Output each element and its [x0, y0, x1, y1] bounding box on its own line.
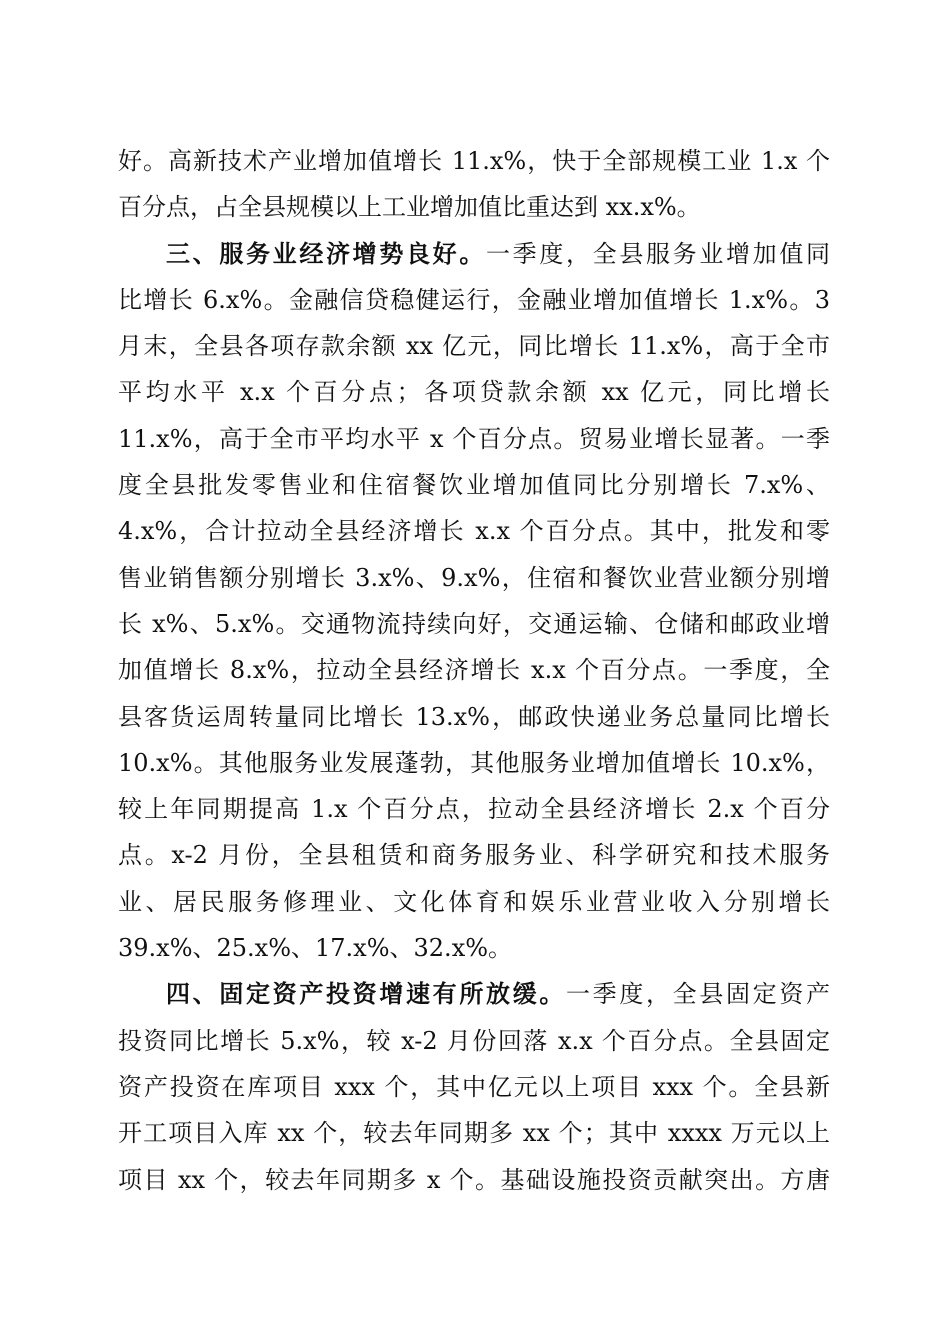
text-line: 10.x%。其他服务业发展蓬勃，其他服务业增加值增长 10.x%， [118, 748, 830, 777]
text-run: 一季度，全县固定资产 [566, 980, 830, 1009]
text-line [118, 231, 830, 277]
text-line: 4.x%，合计拉动全县经济增长 x.x 个百分点。其中，批发和零 [118, 517, 830, 546]
text-line: 度全县批发零售业和住宿餐饮业增加值同比分别增长 7.x%、 [118, 471, 830, 500]
document-page [118, 138, 830, 1203]
text-line: 39.x%、25.x%、17.x%、32.x%。 [118, 934, 513, 963]
text-run: 一季度，全县服务业增加值同 [486, 239, 830, 268]
text-line: 比增长 6.x%。金融信贷稳健运行，金融业增加值增长 1.x%。3 [118, 285, 830, 314]
text-line: 县客货运周转量同比增长 13.x%，邮政快递业务总量同比增长 [118, 702, 830, 731]
text-line: 开工项目入库 xx 个，较去年同期多 xx 个；其中 xxxx 万元以上 [118, 1119, 830, 1148]
text-line: 加值增长 8.x%，拉动全县经济增长 x.x 个百分点。一季度，全 [118, 656, 830, 685]
section-heading-investment: 四、固定资产投资增速有所放缓。 [166, 980, 566, 1009]
text-line: 百分点，占全县规模以上工业增加值比重达到 xx.x%。 [118, 193, 701, 222]
text-line: 点。x-2 月份，全县租赁和商务服务业、科学研究和技术服务 [118, 841, 830, 870]
section-heading-services: 三、服务业经济增势良好。 [166, 239, 486, 268]
text-line: 长 x%、5.x%。交通物流持续向好，交通运输、仓储和邮政业增 [118, 609, 830, 638]
paragraph-industry-continuation [118, 138, 830, 231]
text-line: 项目 xx 个，较去年同期多 x 个。基础设施投资贡献突出。方唐 [118, 1165, 830, 1194]
paragraph-fixed-asset-investment [118, 971, 830, 1202]
text-line: 平均水平 x.x 个百分点；各项贷款余额 xx 亿元，同比增长 [118, 378, 830, 407]
text-line: 好。高新技术产业增加值增长 11.x%，快于全部规模工业 1.x 个 [118, 147, 830, 175]
paragraph-services [118, 231, 830, 972]
text-line: 资产投资在库项目 xxx 个，其中亿元以上项目 xxx 个。全县新 [118, 1072, 830, 1101]
text-line: 售业销售额分别增长 3.x%、9.x%，住宿和餐饮业营业额分别增 [118, 563, 830, 592]
text-line [118, 971, 830, 1017]
text-line: 业、居民服务修理业、文化体育和娱乐业营业收入分别增长 [118, 887, 830, 916]
text-line: 较上年同期提高 1.x 个百分点，拉动全县经济增长 2.x 个百分 [118, 795, 830, 824]
text-line: 11.x%，高于全市平均水平 x 个百分点。贸易业增长显著。一季 [118, 424, 830, 453]
text-line: 月末，全县各项存款余额 xx 亿元，同比增长 11.x%，高于全市 [118, 332, 830, 361]
text-line: 投资同比增长 5.x%，较 x-2 月份回落 x.x 个百分点。全县固定 [118, 1026, 830, 1055]
